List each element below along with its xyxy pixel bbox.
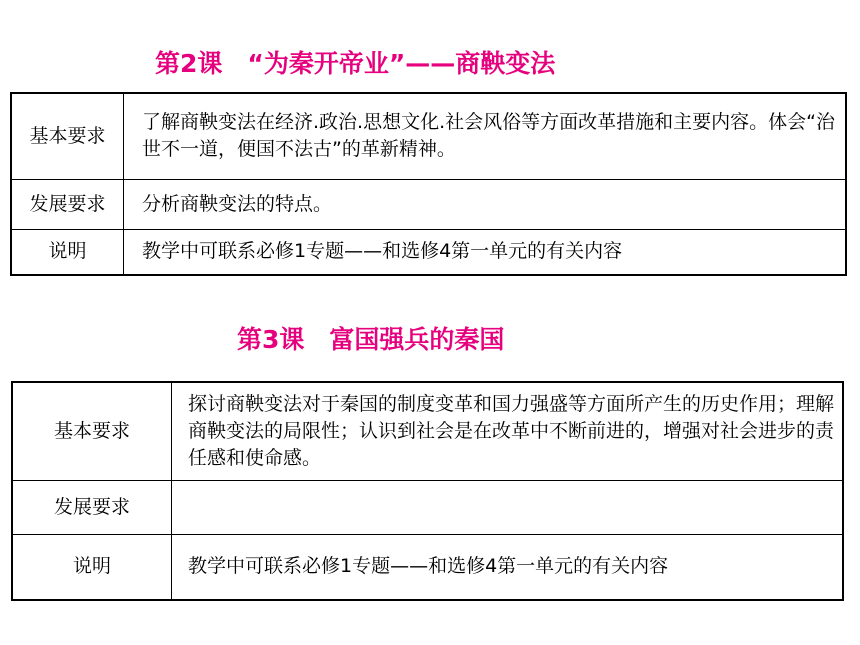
table-row (12, 382, 843, 480)
row-text-basic: 探讨商鞅变法对于秦国的制度变革和国力强盛等方面所产生的历史作用；理解商鞅变法的局限性；认识到社会是在改革中不断前进的，增强对社会进步的责任感和使命感。 (172, 382, 844, 480)
row-label-basic: 基本要求 (12, 382, 172, 480)
table-row (11, 229, 846, 275)
row-label-development: 发展要求 (11, 179, 124, 229)
lesson2-title: 第2课 “为秦开帝业”——商鞅变法 (155, 49, 556, 78)
lesson2-requirements-table (10, 92, 847, 276)
lesson3-title: 第3课 富国强兵的秦国 (237, 325, 505, 354)
row-label-basic: 基本要求 (11, 93, 124, 179)
table-row (12, 534, 843, 600)
row-label-development: 发展要求 (12, 480, 172, 534)
row-label-note: 说明 (11, 229, 124, 275)
row-text-development (172, 480, 844, 534)
row-text-note: 教学中可联系必修1专题——和选修4第一单元的有关内容 (124, 229, 847, 275)
row-label-note: 说明 (12, 534, 172, 600)
table-row (11, 93, 846, 179)
row-text-basic: 了解商鞅变法在经济.政治.思想文化.社会风俗等方面改革措施和主要内容。体会“治世不一道，便国不法古”的革新精神。 (124, 93, 847, 179)
row-text-development: 分析商鞅变法的特点。 (124, 179, 847, 229)
row-text-note: 教学中可联系必修1专题——和选修4第一单元的有关内容 (172, 534, 844, 600)
table-row (11, 179, 846, 229)
lesson3-requirements-table (11, 381, 844, 601)
table-row (12, 480, 843, 534)
